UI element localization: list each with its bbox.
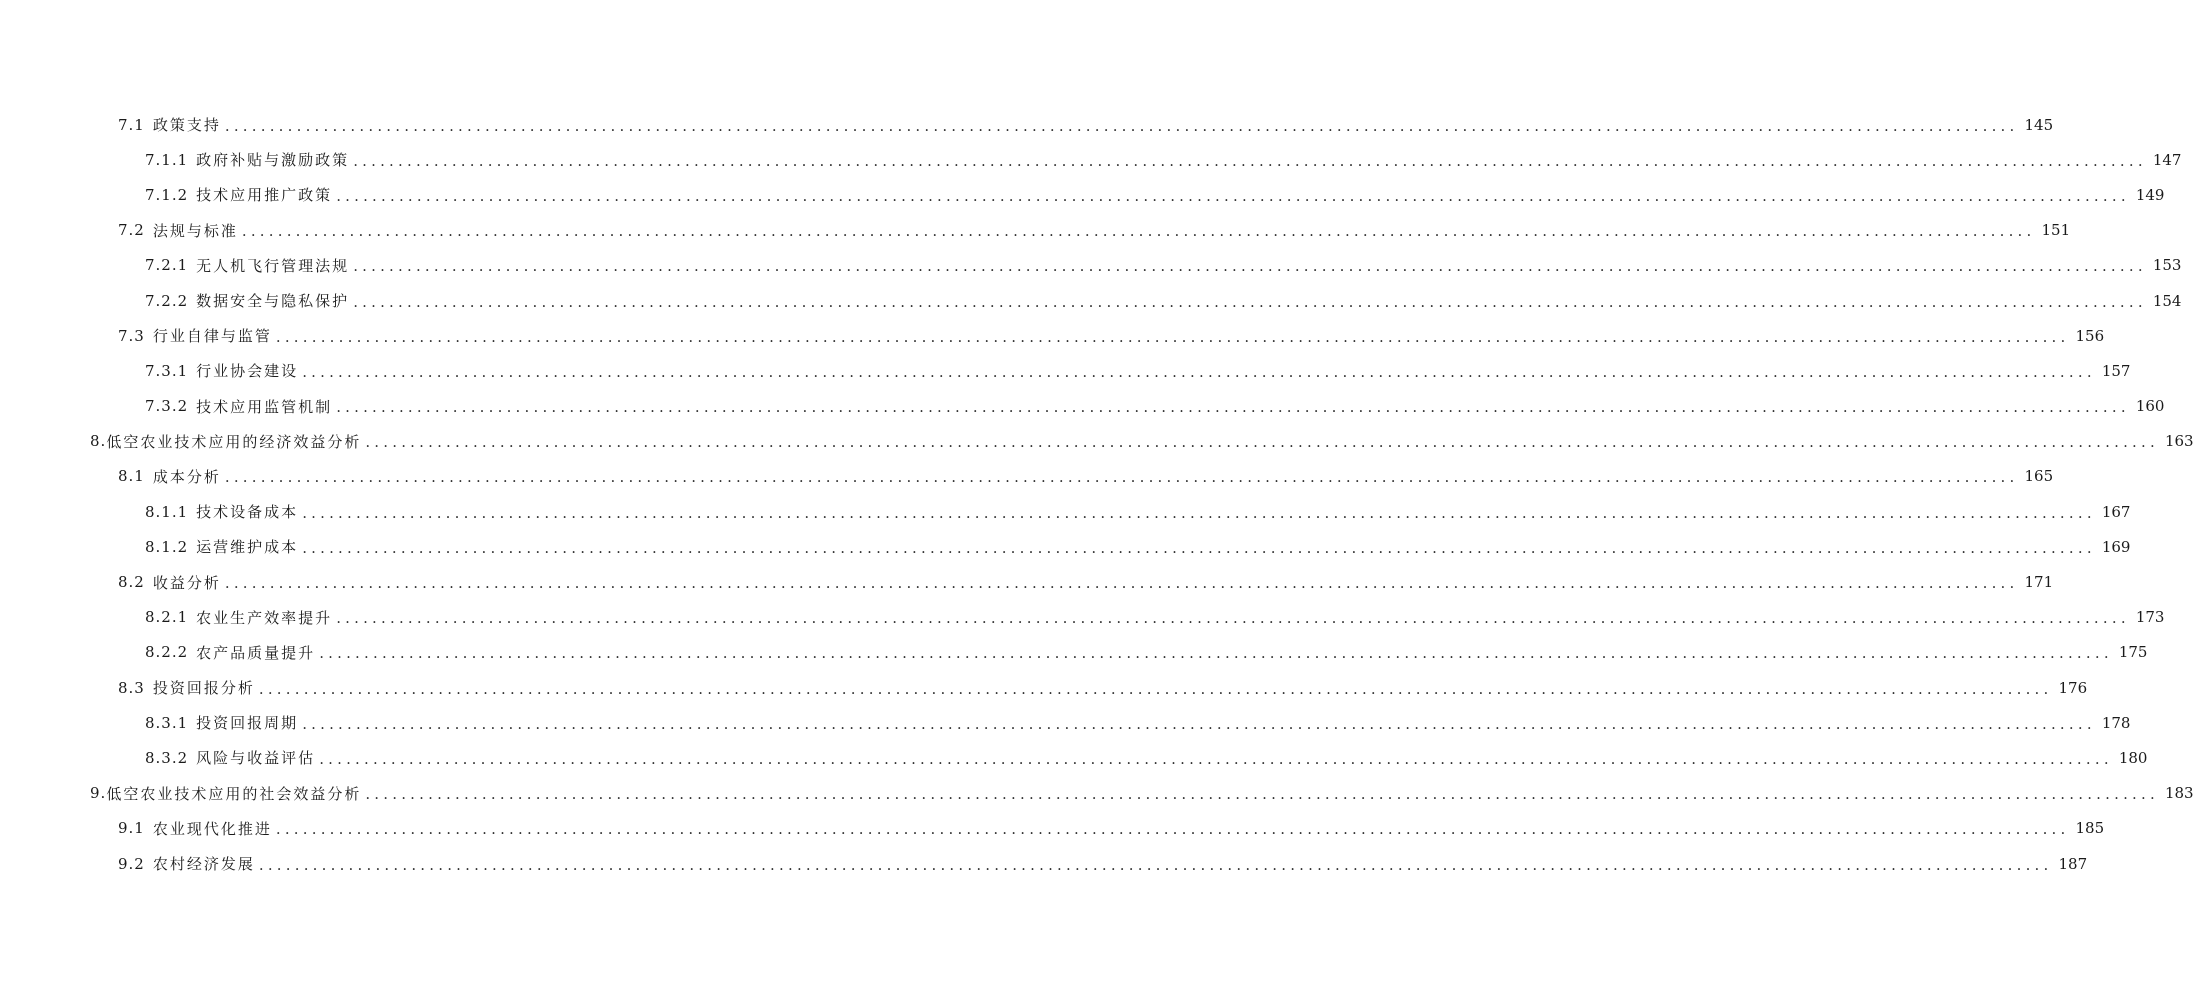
toc-dot-leader: ........................................................................................................................................................................................................	[353, 151, 2147, 170]
toc-entry-title: 农产品质量提升	[196, 643, 316, 662]
table-of-contents	[0, 107, 2194, 881]
toc-entry[interactable]	[0, 142, 2182, 177]
toc-dot-leader: ........................................................................................................................................................................................................	[302, 503, 2096, 522]
toc-dot-leader: ........................................................................................................................................................................................................	[224, 116, 2019, 135]
toc-entry-page-number: 147	[2152, 150, 2182, 169]
toc-entry[interactable]	[0, 670, 2088, 705]
toc-entry-page-number: 173	[2135, 608, 2165, 627]
toc-entry[interactable]	[0, 705, 2131, 740]
toc-entry-page-number: 163	[2164, 432, 2194, 451]
toc-entry-title: 法规与标准	[152, 221, 238, 240]
toc-entry-title: 投资回报分析	[152, 679, 255, 698]
toc-entry[interactable]	[0, 424, 2194, 459]
toc-dot-leader: ........................................................................................................................................................................................................	[319, 749, 2113, 768]
toc-entry-number: 8.1.2	[145, 537, 189, 556]
toc-entry-title: 技术应用推广政策	[196, 186, 333, 205]
toc-entry-page-number: 187	[2058, 854, 2088, 873]
toc-entry-number: 8.2.2	[145, 643, 189, 662]
toc-entry-title: 农村经济发展	[152, 855, 255, 874]
toc-entry-number: 7.1.2	[145, 185, 189, 204]
toc-entry-number: 9.2	[118, 854, 145, 873]
toc-entry-number: 7.3.1	[145, 361, 189, 380]
toc-dot-leader: ........................................................................................................................................................................................................	[319, 644, 2113, 663]
toc-entry-page-number: 157	[2101, 361, 2131, 380]
toc-entry-number: 7.1.1	[145, 150, 189, 169]
toc-dot-leader: ........................................................................................................................................................................................................	[336, 609, 2130, 628]
toc-dot-leader: ........................................................................................................................................................................................................	[353, 292, 2147, 311]
toc-entry-title: 技术应用监管机制	[196, 397, 333, 416]
toc-dot-leader: ........................................................................................................................................................................................................	[302, 538, 2096, 557]
toc-entry-page-number: 180	[2118, 748, 2148, 767]
toc-entry-title: 成本分析	[152, 467, 221, 486]
toc-entry[interactable]	[0, 776, 2194, 811]
toc-entry-number: 8.	[90, 432, 107, 451]
toc-entry-page-number: 183	[2164, 784, 2194, 803]
toc-entry[interactable]	[0, 213, 2071, 248]
toc-entry-title: 投资回报周期	[196, 714, 299, 733]
toc-entry-number: 8.2	[118, 573, 145, 592]
toc-entry[interactable]	[0, 318, 2105, 353]
toc-entry[interactable]	[0, 107, 2054, 142]
toc-entry-title: 技术设备成本	[196, 503, 299, 522]
toc-entry-page-number: 169	[2101, 537, 2131, 556]
toc-entry-title: 农业现代化推进	[152, 819, 272, 838]
toc-entry-number: 8.3	[118, 678, 145, 697]
toc-entry[interactable]	[0, 635, 2148, 670]
toc-entry-number: 7.3	[118, 326, 145, 345]
toc-entry-title: 运营维护成本	[196, 538, 299, 557]
toc-entry-title: 低空农业技术应用的经济效益分析	[106, 432, 362, 451]
toc-entry-page-number: 153	[2152, 256, 2182, 275]
toc-dot-leader: ........................................................................................................................................................................................................	[258, 679, 2053, 698]
toc-entry-number: 7.3.2	[145, 397, 189, 416]
toc-entry-number: 9.	[90, 784, 107, 803]
toc-entry-page-number: 165	[2024, 467, 2054, 486]
toc-entry[interactable]	[0, 564, 2054, 599]
toc-entry-number: 8.3.1	[145, 713, 189, 732]
toc-dot-leader: ........................................................................................................................................................................................................	[224, 468, 2019, 487]
toc-entry-page-number: 160	[2135, 397, 2165, 416]
toc-dot-leader: ........................................................................................................................................................................................................	[258, 855, 2053, 874]
toc-entry-page-number: 167	[2101, 502, 2131, 521]
toc-entry-number: 7.2.2	[145, 291, 189, 310]
toc-entry[interactable]	[0, 353, 2131, 388]
toc-entry-title: 低空农业技术应用的社会效益分析	[106, 784, 362, 803]
toc-entry[interactable]	[0, 389, 2165, 424]
toc-entry-number: 8.3.2	[145, 748, 189, 767]
toc-entry-title: 行业协会建设	[196, 362, 299, 381]
toc-entry-title: 收益分析	[152, 573, 221, 592]
toc-dot-leader: ........................................................................................................................................................................................................	[241, 222, 2036, 241]
toc-entry-number: 8.1	[118, 467, 145, 486]
toc-entry-number: 7.2	[118, 221, 145, 240]
toc-entry[interactable]	[0, 459, 2054, 494]
toc-dot-leader: ........................................................................................................................................................................................................	[302, 714, 2096, 733]
toc-dot-leader: ........................................................................................................................................................................................................	[302, 362, 2096, 381]
toc-entry-number: 8.2.1	[145, 608, 189, 627]
toc-entry[interactable]	[0, 283, 2182, 318]
toc-entry-title: 行业自律与监管	[152, 327, 272, 346]
toc-entry[interactable]	[0, 494, 2131, 529]
toc-entry-page-number: 178	[2101, 713, 2131, 732]
toc-entry-page-number: 171	[2024, 573, 2054, 592]
toc-entry-page-number: 175	[2118, 643, 2148, 662]
toc-dot-leader: ........................................................................................................................................................................................................	[365, 433, 2159, 452]
toc-entry-page-number: 156	[2075, 326, 2105, 345]
toc-entry-number: 8.1.1	[145, 502, 189, 521]
toc-entry-title: 无人机飞行管理法规	[196, 256, 350, 275]
toc-entry-title: 数据安全与隐私保护	[196, 292, 350, 311]
toc-dot-leader: ........................................................................................................................................................................................................	[275, 820, 2070, 839]
toc-entry-page-number: 145	[2024, 115, 2054, 134]
toc-entry-title: 风险与收益评估	[196, 749, 316, 768]
toc-entry-number: 9.1	[118, 819, 145, 838]
toc-dot-leader: ........................................................................................................................................................................................................	[353, 257, 2147, 276]
toc-dot-leader: ........................................................................................................................................................................................................	[275, 327, 2070, 346]
toc-entry-page-number: 151	[2041, 221, 2071, 240]
toc-entry[interactable]	[0, 529, 2131, 564]
toc-entry[interactable]	[0, 248, 2182, 283]
toc-dot-leader: ........................................................................................................................................................................................................	[365, 785, 2159, 804]
toc-entry[interactable]	[0, 177, 2165, 212]
toc-entry-number: 7.1	[118, 115, 145, 134]
toc-dot-leader: ........................................................................................................................................................................................................	[336, 398, 2130, 417]
toc-entry-page-number: 154	[2152, 291, 2182, 310]
toc-entry-title: 政策支持	[152, 116, 221, 135]
toc-entry[interactable]	[0, 811, 2105, 846]
toc-entry-page-number: 149	[2135, 185, 2165, 204]
toc-entry-title: 政府补贴与激励政策	[196, 151, 350, 170]
toc-entry-page-number: 185	[2075, 819, 2105, 838]
toc-dot-leader: ........................................................................................................................................................................................................	[336, 186, 2130, 205]
toc-entry-title: 农业生产效率提升	[196, 608, 333, 627]
toc-entry[interactable]	[0, 740, 2148, 775]
toc-entry[interactable]	[0, 846, 2088, 881]
toc-dot-leader: ........................................................................................................................................................................................................	[224, 574, 2019, 593]
toc-entry[interactable]	[0, 600, 2165, 635]
toc-entry-page-number: 176	[2058, 678, 2088, 697]
toc-entry-number: 7.2.1	[145, 256, 189, 275]
